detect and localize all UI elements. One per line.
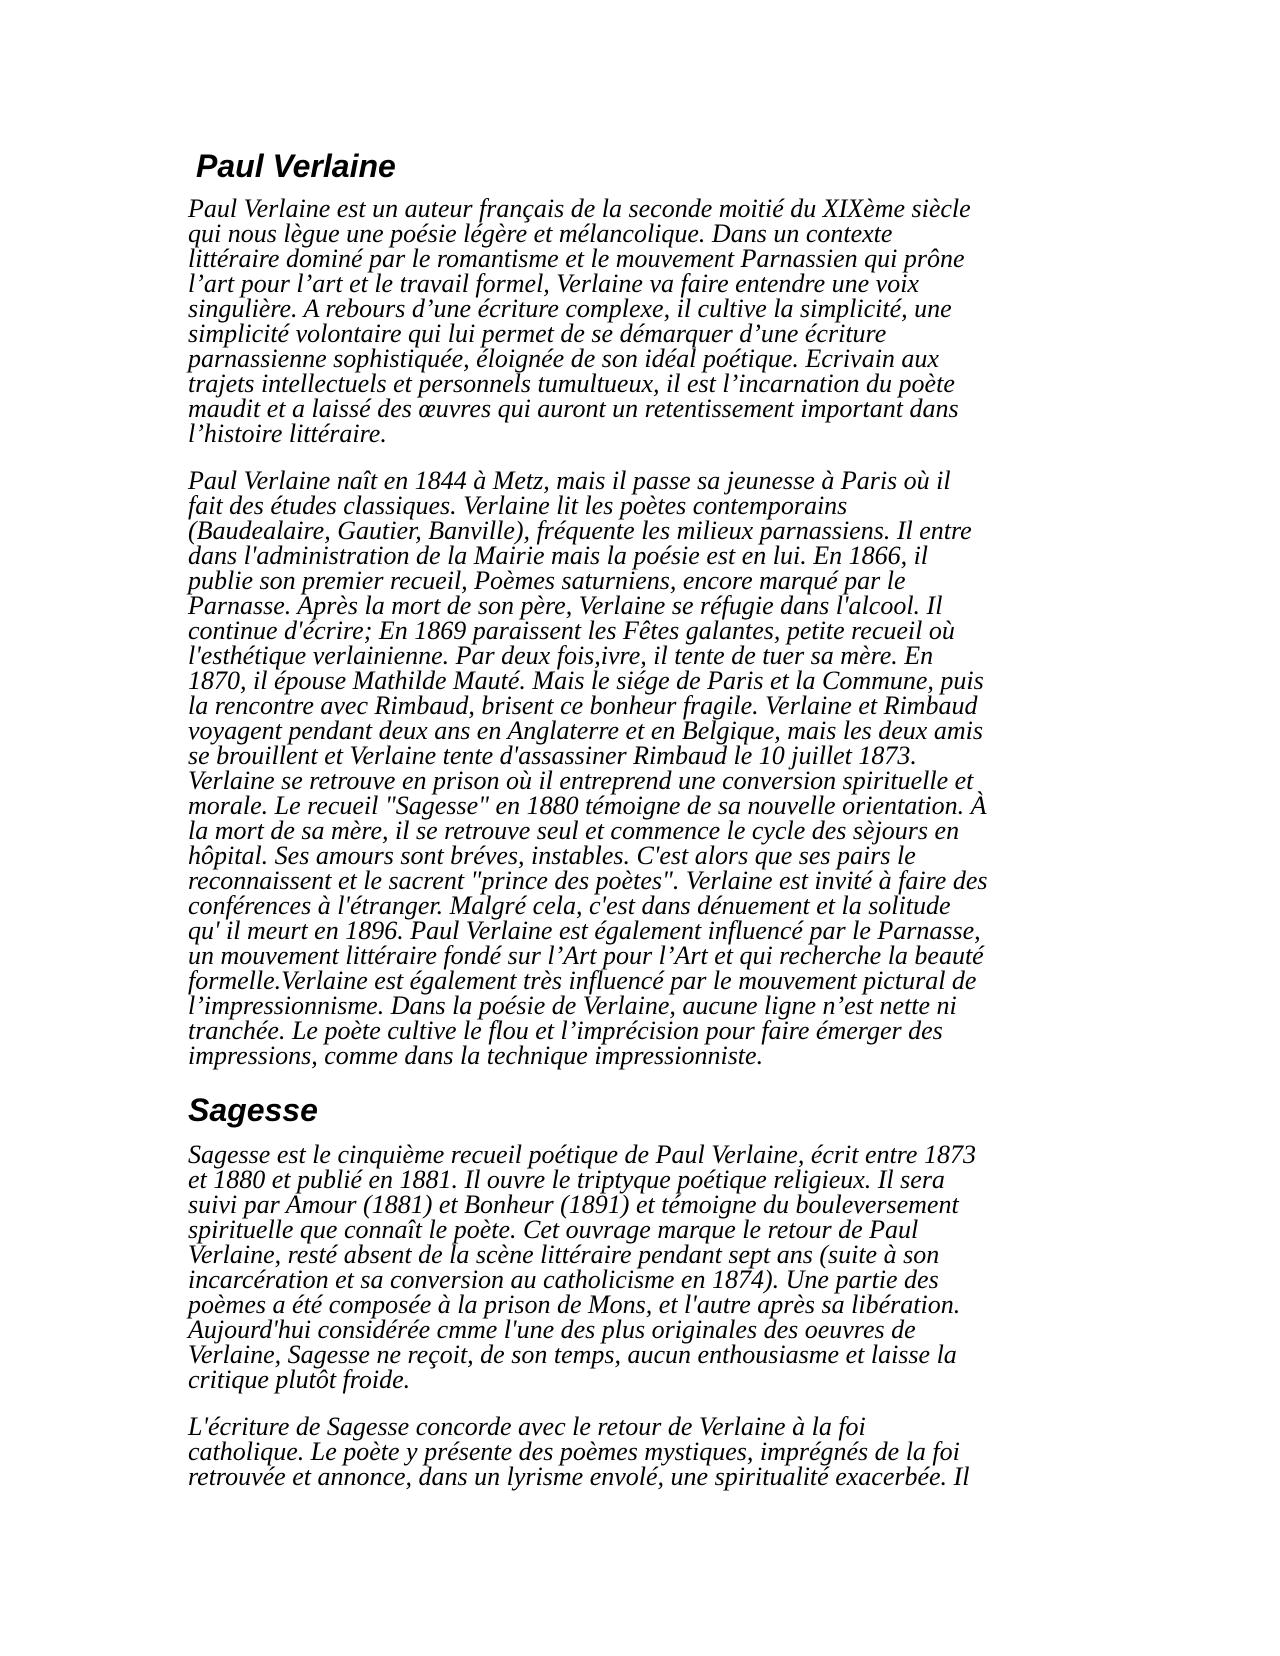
- text-line: l’art pour l’art et le travail formel, Verlaine va faire entendre une voix: [188, 269, 919, 298]
- text-line: maudit et a laissé des œuvres qui auront un retentissement important dans: [188, 394, 959, 423]
- text-line: qui nous lègue une poésie légère et mélancolique. Dans un contexte: [188, 219, 893, 248]
- text-line: un mouvement littéraire fondé sur l’Art pour l’Art et qui recherche la beauté: [188, 941, 984, 970]
- text-line: L'écriture de Sagesse concorde avec le retour de Verlaine à la foi: [188, 1412, 866, 1441]
- text-line: l’impressionnisme. Dans la poésie de Verlaine, aucune ligne n’est nette ni: [188, 991, 957, 1020]
- text-line: reconnaissent et le sacrent "prince des poètes". Verlaine est invité à faire des: [188, 866, 988, 895]
- text-line: retrouvée et annonce, dans un lyrisme envolé, une spiritualité exacerbée. Il: [188, 1462, 970, 1491]
- text-line: (Baudealaire, Gautier, Banville), fréquente les milieux parnassiens. Il entre: [188, 516, 972, 545]
- text-line: Paul Verlaine est un auteur français de la seconde moitié du XIXème siècle: [188, 194, 971, 223]
- text-line: catholique. Le poète y présente des poèmes mystiques, imprégnés de la foi: [188, 1437, 960, 1466]
- text-line: spirituelle que connaît le poète. Cet ouvrage marque le retour de Paul: [188, 1215, 919, 1244]
- text-line: incarcération et sa conversion au catholicisme en 1874). Une partie des: [188, 1265, 939, 1294]
- text-line: impressions, comme dans la technique impressionniste.: [188, 1041, 764, 1070]
- text-line: l'esthétique verlainienne. Par deux fois,ivre, il tente de tuer sa mère. En: [188, 641, 934, 670]
- text-line: continue d'écrire; En 1869 paraissent les Fêtes galantes, petite recueil où: [188, 616, 955, 645]
- text-line: Verlaine, resté absent de la scène littéraire pendant sept ans (suite à son: [188, 1240, 940, 1269]
- text-line: l’histoire littéraire.: [188, 419, 387, 448]
- text-line: se brouillent et Verlaine tente d'assassiner Rimbaud le 10 juillet 1873.: [188, 741, 917, 770]
- text-line: Verlaine se retrouve en prison où il entreprend une conversion spirituelle et: [188, 766, 974, 795]
- text-line: la rencontre avec Rimbaud, brisent ce bonheur fragile. Verlaine et Rimbaud: [188, 691, 978, 720]
- text-line: suivi par Amour (1881) et Bonheur (1891) et témoigne du bouleversement: [188, 1190, 959, 1219]
- text-line: Parnasse. Après la mort de son père, Verlaine se réfugie dans l'alcool. Il: [188, 591, 943, 620]
- text-line: voyagent pendant deux ans en Anglaterre et en Belgique, mais les deux amis: [188, 716, 983, 745]
- text-line: Sagesse est le cinquième recueil poétique de Paul Verlaine, écrit entre 1873: [188, 1140, 976, 1169]
- text-line: la mort de sa mère, il se retrouve seul et commence le cycle des sèjours en: [188, 816, 960, 845]
- text-line: hôpital. Ses amours sont bréves, instables. C'est alors que ses pairs le: [188, 841, 916, 870]
- text-line: singulière. A rebours d’une écriture complexe, il cultive la simplicité, une: [188, 294, 952, 323]
- text-line: simplicité volontaire qui lui permet de se démarquer d’une écriture: [188, 319, 887, 348]
- text-line: parnassienne sophistiquée, éloignée de son idéal poétique. Ecrivain aux: [188, 344, 939, 373]
- text-line: critique plutôt froide.: [188, 1365, 411, 1394]
- text-line: Verlaine, Sagesse ne reçoit, de son temps, aucun enthousiasme et laisse la: [188, 1340, 957, 1369]
- text-line: Aujourd'hui considérée cmme l'une des plus originales des oeuvres de: [188, 1315, 916, 1344]
- document-body: [188, 146, 1088, 1511]
- text-line: publie son premier recueil, Poèmes saturniens, encore marqué par le: [188, 566, 906, 595]
- text-line: littéraire dominé par le romantisme et le mouvement Parnassien qui prône: [188, 244, 965, 273]
- text-line: tranchée. Le poète cultive le flou et l’imprécision pour faire émerger des: [188, 1016, 943, 1045]
- intro-paragraph: [188, 196, 1088, 446]
- text-line: conférences à l'étranger. Malgré cela, c'est dans dénuement et la solitude: [188, 891, 951, 920]
- text-line: Paul Verlaine naît en 1844 à Metz, mais il passe sa jeunesse à Paris où il: [188, 466, 951, 495]
- biography-paragraph: [188, 468, 1088, 1068]
- text-line: trajets intellectuels et personnels tumultueux, il est l’incarnation du poète: [188, 369, 955, 398]
- section-title-sagesse: Sagesse: [188, 1092, 318, 1128]
- text-line: qu' il meurt en 1896. Paul Verlaine est également influencé par le Parnasse,: [188, 916, 981, 945]
- sagesse-paragraph: [188, 1142, 1088, 1392]
- text-line: dans l'administration de la Mairie mais la poésie est en lui. En 1866, il: [188, 541, 929, 570]
- text-line: poèmes a été composée à la prison de Mons, et l'autre après sa libération.: [188, 1290, 961, 1319]
- text-line: fait des études classiques. Verlaine lit les poètes contemporains: [188, 491, 848, 520]
- writing-paragraph: [188, 1414, 1088, 1489]
- text-line: 1870, il épouse Mathilde Mauté. Mais le siége de Paris et la Commune, puis: [188, 666, 984, 695]
- text-line: et 1880 et publié en 1881. Il ouvre le triptyque poétique religieux. Il sera: [188, 1165, 945, 1194]
- page-title: Paul Verlaine: [196, 148, 396, 184]
- text-line: formelle.Verlaine est également très influencé par le mouvement pictural de: [188, 966, 977, 995]
- text-line: morale. Le recueil "Sagesse" en 1880 témoigne de sa nouvelle orientation. À: [188, 791, 987, 820]
